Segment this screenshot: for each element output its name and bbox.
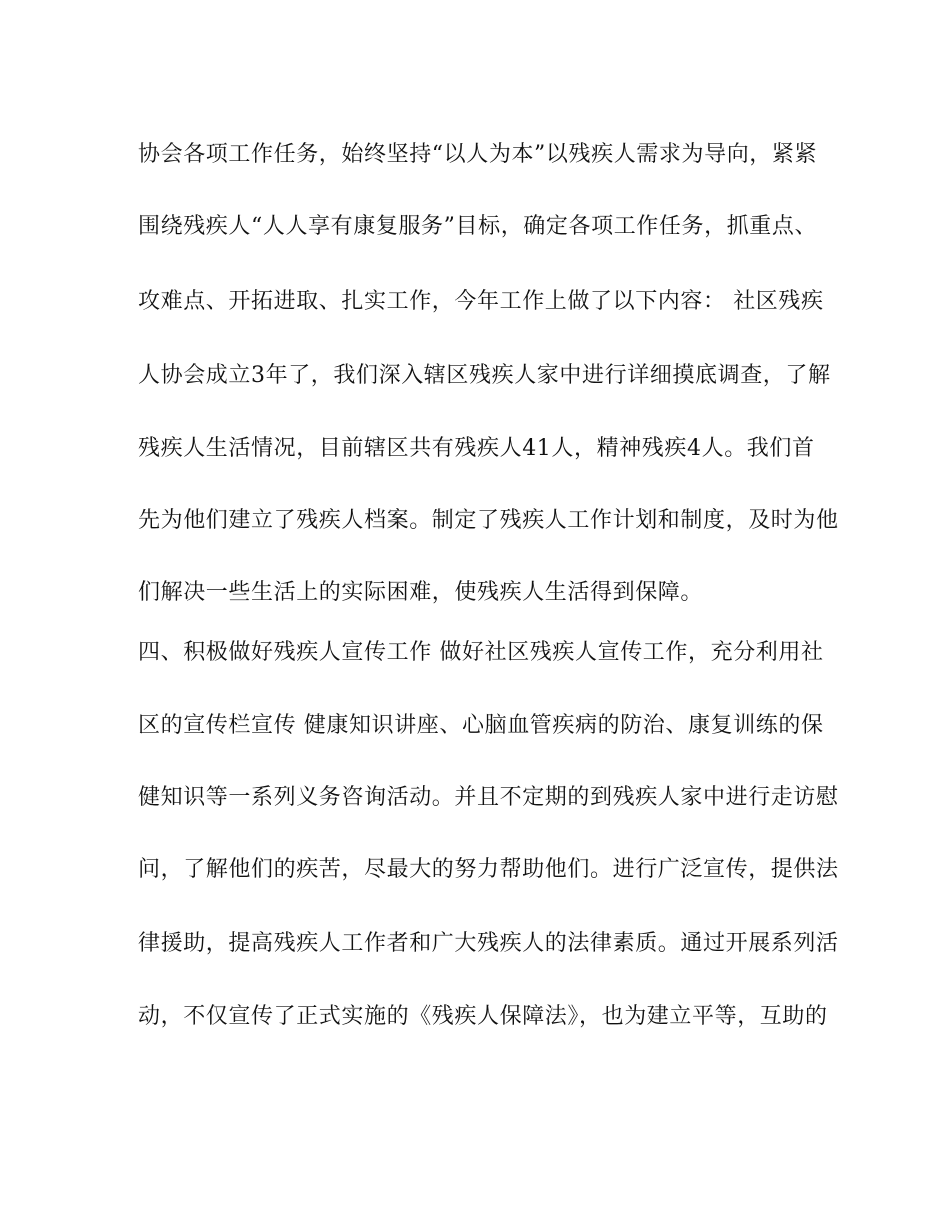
text-line: 问，了解他们的疾苦，尽最大的努力帮助他们。进行广泛宣传，提供法 xyxy=(138,857,839,882)
section-heading-line: 四、积极做好残疾人宣传工作 做好社区残疾人宣传工作，充分利用社 xyxy=(138,640,824,665)
text-line: 律援助，提高残疾人工作者和广大残疾人的法律素质。通过开展系列活 xyxy=(138,931,839,956)
text-line: 攻难点、开拓进取、扎实工作，今年工作上做了以下内容： 社区残疾 xyxy=(138,289,824,314)
text-line: 先为他们建立了残疾人档案。制定了残疾人工作计划和制度，及时为他 xyxy=(138,508,839,533)
text-line: 围绕残疾人“人人享有康复服务”目标，确定各项工作任务，抓重点、 xyxy=(138,214,818,239)
text-line: 动，不仅宣传了正式实施的《残疾人保障法》，也为建立平等，互助的 xyxy=(138,1004,828,1029)
text-line: 区的宣传栏宣传 健康知识讲座、心脑血管疾病的防治、康复训练的保 xyxy=(138,713,824,738)
text-line: 残疾人生活情况，目前辖区共有残疾人41人，精神残疾4人。我们首 xyxy=(138,436,815,461)
text-line: 们解决一些生活上的实际困难，使残疾人生活得到保障。 xyxy=(138,580,704,605)
text-line: 健知识等一系列义务咨询活动。并且不定期的到残疾人家中进行走访慰 xyxy=(138,785,839,810)
text-line: 协会各项工作任务，始终坚持“以人为本”以残疾人需求为导向，紧紧 xyxy=(138,142,818,167)
text-line: 人协会成立3年了，我们深入辖区残疾人家中进行详细摸底调查，了解 xyxy=(138,363,831,388)
